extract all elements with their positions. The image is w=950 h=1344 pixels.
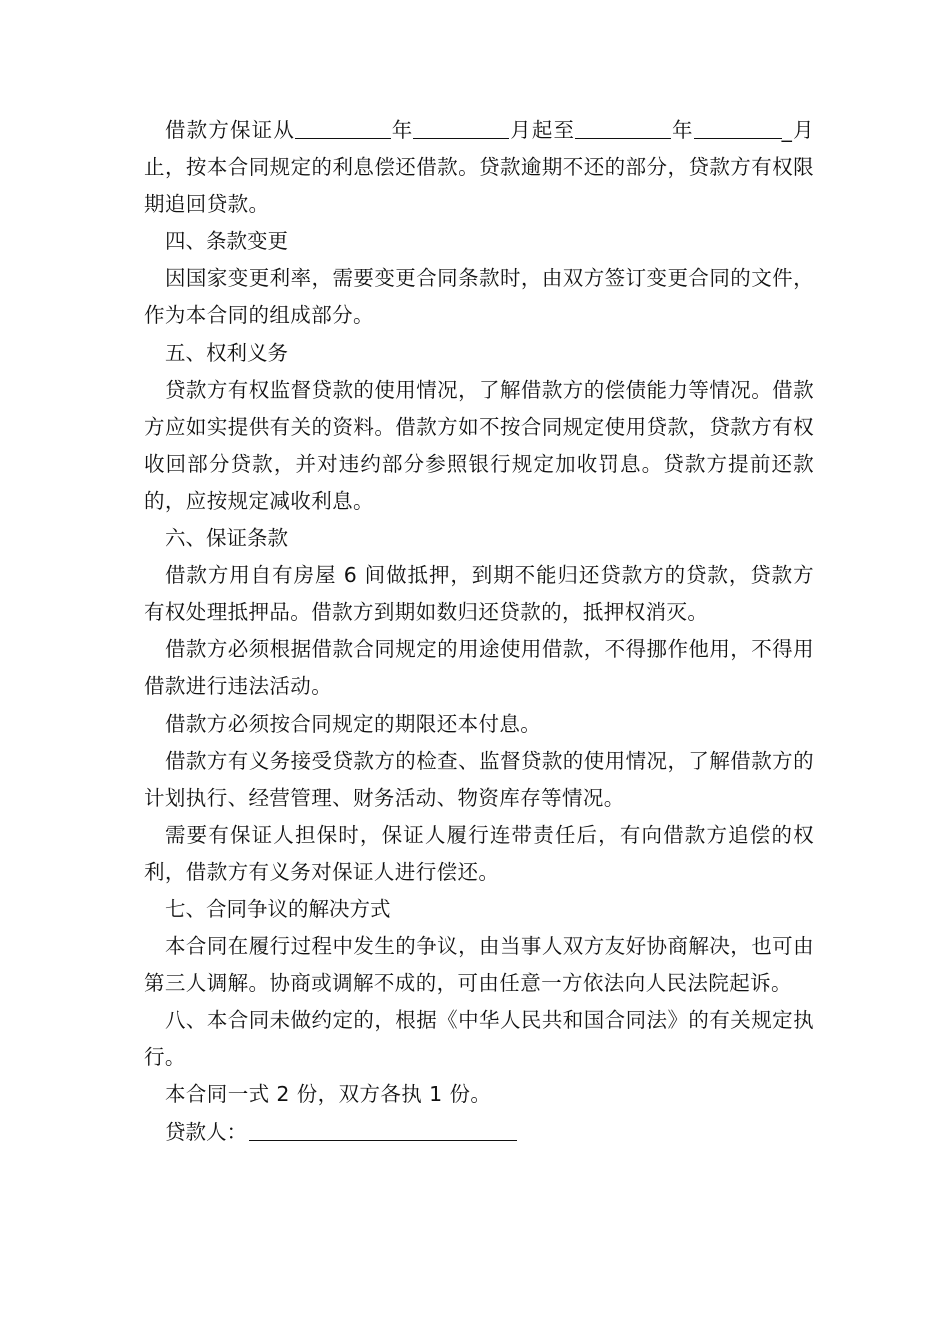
blank-end-month — [694, 116, 782, 139]
contract-body — [144, 112, 814, 1151]
rights-obligations-paragraph: 贷款方有权监督贷款的使用情况，了解借款方的偿债能力等情况。借款方应如实提供有关的资料。借款方如不按合同规定使用贷款，贷款方有权收回部分贷款，并对违约部分参照银行规定加收罚息。贷款方提前还款的，应按规定减收利息。 — [144, 377, 814, 513]
section-8-paragraph: 八、本合同未做约定的，根据《中华人民共和国合同法》的有关规定执行。 — [144, 1008, 814, 1070]
section-heading-4: 四、条款变更 — [165, 229, 288, 254]
blank-end-year — [575, 116, 671, 139]
section-heading-7: 七、合同争议的解决方式 — [165, 896, 391, 921]
blank-start-month — [413, 116, 509, 139]
text-segment: 年 — [671, 118, 694, 142]
text-segment: 借款方保证从 — [165, 118, 296, 142]
lender-label: 贷款人： — [165, 1119, 247, 1144]
section-heading-5: 五、权利义务 — [165, 340, 288, 365]
terms-change-paragraph: 因国家变更利率，需要变更合同条款时，由双方签订变更合同的文件，作为本合同的组成部分。 — [144, 266, 814, 328]
lender-signature-blank — [249, 1118, 517, 1141]
repayment-period-paragraph — [144, 112, 814, 223]
inspection-paragraph: 借款方有义务接受贷款方的检查、监督贷款的使用情况，了解借款方的计划执行、经营管理、财务活动、物资库存等情况。 — [144, 748, 814, 810]
copies-paragraph: 本合同一式 2 份，双方各执 1 份。 — [165, 1082, 492, 1107]
loan-usage-paragraph: 借款方必须根据借款合同规定的用途使用借款，不得挪作他用，不得用借款进行违法活动。 — [144, 637, 814, 699]
guarantor-paragraph: 需要有保证人担保时，保证人履行连带责任后，有向借款方追偿的权利，借款方有义务对保证人进行偿还。 — [144, 822, 814, 884]
text-segment: 年 — [391, 118, 414, 142]
section-heading-6: 六、保证条款 — [165, 526, 288, 551]
lender-signature-line — [144, 1114, 814, 1151]
mortgage-paragraph: 借款方用自有房屋 6 间做抵押，到期不能归还贷款方的贷款，贷款方有权处理抵押品。借款方到期如数归还贷款的，抵押权消灭。 — [144, 563, 814, 625]
blank-start-year — [295, 116, 391, 139]
dispute-paragraph: 本合同在履行过程中发生的争议，由当事人双方友好协商解决，也可由第三人调解。协商或调解不成的，可由任意一方依法向人民法院起诉。 — [144, 934, 814, 996]
text-segment: _月止，按本合同规定的利息偿还借款。贷款逾期不还的部分，贷款方有权限期追回贷款。 — [144, 118, 814, 217]
text-segment: 月起至 — [509, 118, 576, 142]
repayment-term-paragraph: 借款方必须按合同规定的期限还本付息。 — [165, 711, 542, 736]
